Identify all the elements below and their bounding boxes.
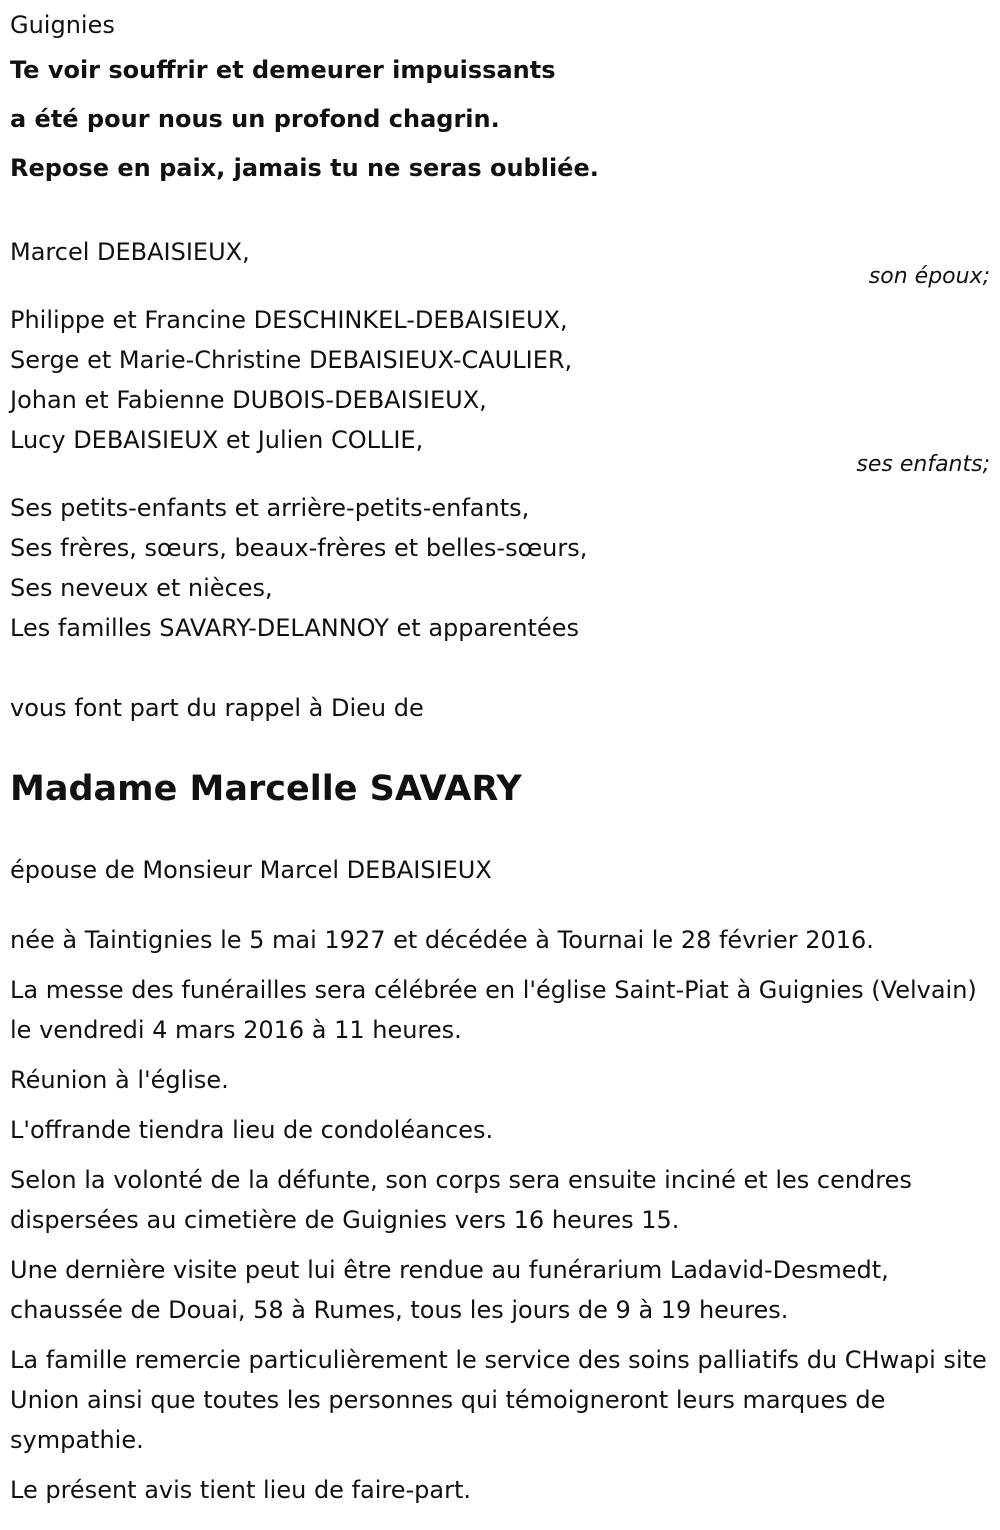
offering-paragraph: L'offrande tiendra lieu de condoléances.	[10, 1116, 494, 1144]
details	[10, 920, 990, 1510]
family-line: Les familles SAVARY-DELANNOY et apparentées	[10, 614, 579, 642]
spouse-block	[10, 232, 990, 288]
family-line: Ses neveux et nièces,	[10, 574, 273, 602]
closing-paragraph: Le présent avis tient lieu de faire-part.	[10, 1476, 472, 1504]
birth-death-paragraph: née à Taintignies le 5 mai 1927 et décédée à Tournai le 28 février 2016.	[10, 926, 874, 954]
location: Guignies	[10, 11, 115, 39]
spouse-role: son époux;	[868, 264, 990, 289]
visit-paragraph: Une dernière visite peut lui être rendue au funérarium Ladavid-Desmedt, chaussée de Douai, 58 à Rumes, tous les jours de 9 à 19 heures.	[10, 1256, 889, 1324]
poem	[10, 46, 990, 193]
announcement: vous font part du rappel à Dieu de	[10, 694, 424, 722]
poem-line: a été pour nous un profond chagrin.	[10, 105, 500, 133]
family-line: Ses frères, sœurs, beaux-frères et belles-sœurs,	[10, 534, 588, 562]
family-block	[10, 488, 990, 648]
spouse-of: épouse de Monsieur Marcel DEBAISIEUX	[10, 856, 492, 884]
child-name: Lucy DEBAISIEUX et Julien COLLIE,	[10, 426, 424, 454]
child-name: Johan et Fabienne DUBOIS-DEBAISIEUX,	[10, 386, 487, 414]
poem-line: Repose en paix, jamais tu ne seras oubliée.	[10, 154, 599, 182]
spouse-name: Marcel DEBAISIEUX,	[10, 238, 250, 266]
deceased-name: Madame Marcelle SAVARY	[10, 769, 522, 809]
cremation-paragraph: Selon la volonté de la défunte, son corps sera ensuite inciné et les cendres dispersées au cimetière de Guignies vers 16 heures 15.	[10, 1166, 912, 1234]
poem-line: Te voir souffrir et demeurer impuissants	[10, 56, 556, 84]
child-name: Philippe et Francine DESCHINKEL-DEBAISIEUX,	[10, 306, 568, 334]
thanks-paragraph: La famille remercie particulièrement le service des soins palliatifs du CHwapi site Union ainsi que toutes les personnes qui témoigneront leurs marques de sympathie.	[10, 1346, 987, 1454]
child-name: Serge et Marie-Christine DEBAISIEUX-CAULIER,	[10, 346, 573, 374]
children-role: ses enfants;	[856, 452, 990, 477]
meeting-paragraph: Réunion à l'église.	[10, 1066, 229, 1094]
children-block	[10, 300, 990, 476]
family-line: Ses petits-enfants et arrière-petits-enfants,	[10, 494, 530, 522]
funeral-paragraph: La messe des funérailles sera célébrée en l'église Saint-Piat à Guignies (Velvain) le vendredi 4 mars 2016 à 11 heures.	[10, 976, 977, 1044]
